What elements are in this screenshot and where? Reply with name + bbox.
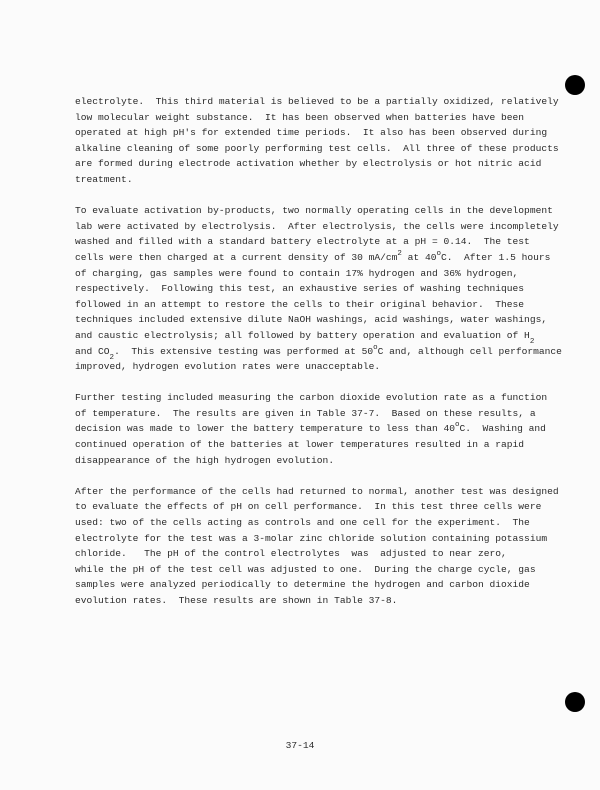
text-line: lab were activated by electrolysis. After electrolysis, the cells were incompletely [75, 220, 559, 232]
text-line: are formed during electrode activation whether by electrolysis or hot nitric acid [75, 158, 542, 170]
text-line [75, 250, 555, 266]
paragraph-1 [75, 94, 559, 188]
text-line: chloride. The pH of the control electrolytes was adjusted to near zero, [75, 548, 507, 560]
text-line: of temperature. The results are given in Table 37-7. Based on these results, a [75, 407, 536, 419]
text-line: operated at high pH's for extended time periods. It also has been observed during [75, 127, 548, 139]
text-run: cells were then charged at a current density of 30 mA/cm [75, 251, 398, 263]
text-line: low molecular weight substance. It has been observed when batteries have been [75, 111, 525, 123]
text-run: . This extensive testing was performed at 50 [114, 345, 374, 357]
text-line: washed and filled with a standard battery electrolyte at a pH = 0.14. The test [75, 236, 530, 248]
text-line: while the pH of the test cell was adjusted to one. During the charge cycle, gas [75, 563, 536, 575]
paragraph-3 [75, 390, 555, 468]
text-run: C. Washing and [459, 423, 546, 435]
binder-hole-bottom [565, 692, 585, 712]
text-line: improved, hydrogen evolution rates were unacceptable. [75, 361, 381, 373]
text-line: techniques included extensive dilute NaOH washings, acid washings, water washings, [75, 314, 548, 326]
text-run: decision was made to lower the battery temperature to less than 40 [75, 423, 455, 435]
text-run: and caustic electrolysis; all followed by battery operation and evaluation of H [75, 329, 530, 341]
text-line: to evaluate the effects of pH on cell performance. In this test three cells were [75, 501, 542, 513]
text-line: Further testing included measuring the carbon dioxide evolution rate as a function [75, 392, 548, 404]
superscript: 2 [397, 249, 402, 258]
text-line: To evaluate activation by-products, two normally operating cells in the development [75, 205, 553, 217]
text-line [75, 343, 562, 362]
text-line: electrolyte. This third material is believed to be a partially oxidized, relatively [75, 96, 559, 107]
document-body [75, 94, 562, 624]
text-line [75, 421, 555, 437]
text-run: C. After 1.5 hours [440, 251, 551, 263]
text-line: disappearance of the high hydrogen evolution. [75, 454, 335, 466]
text-line [75, 328, 555, 344]
text-line: evolution rates. These results are shown in Table 37-8. [75, 595, 398, 606]
subscript: 2 [109, 353, 115, 362]
page-number: 37-14 [285, 740, 315, 751]
degree-superscript: o [436, 249, 441, 258]
binder-hole-top [565, 75, 585, 95]
text-line: alkaline cleaning of some poorly performing test cells. All three of these products [75, 142, 559, 154]
text-line: respectively. Following this test, an exhaustive series of washing techniques [75, 283, 525, 295]
paragraph-2 [75, 203, 562, 375]
text-line: followed in an attempt to restore the cells to their original behavior. These [75, 298, 525, 310]
subscript: 2 [529, 337, 535, 346]
text-line: used: two of the cells acting as controls and one cell for the experiment. The [75, 517, 530, 529]
text-run: at 40 [401, 251, 437, 263]
text-line: electrolyte for the test was a 3-molar zinc chloride solution containing potassium [75, 532, 548, 544]
text-run: and CO [75, 345, 110, 357]
text-line: After the performance of the cells had returned to normal, another test was designed [75, 485, 559, 497]
text-line: of charging, gas samples were found to contain 17% hydrogen and 36% hydrogen, [75, 267, 519, 279]
paragraph-4 [75, 484, 559, 609]
text-line: treatment. [75, 173, 133, 185]
degree-superscript: o [454, 421, 460, 430]
text-run: C and, although cell performance [377, 345, 562, 357]
text-line: continued operation of the batteries at lower temperatures resulted in a rapid [75, 439, 525, 451]
text-line: samples were analyzed periodically to determine the hydrogen and carbon dioxide [75, 579, 530, 591]
degree-superscript: o [373, 343, 378, 352]
